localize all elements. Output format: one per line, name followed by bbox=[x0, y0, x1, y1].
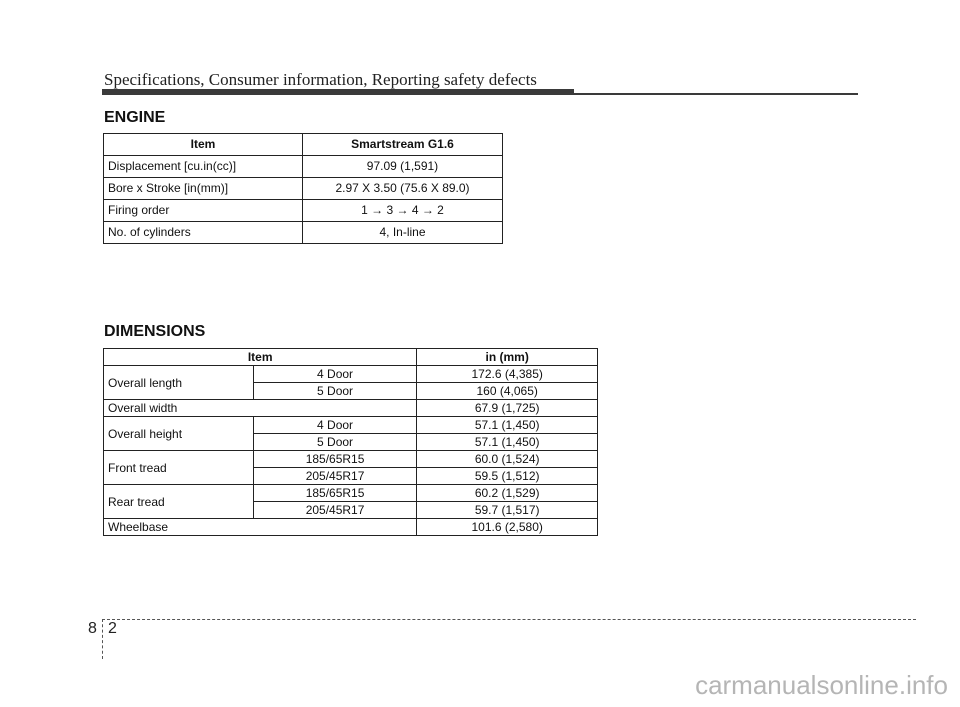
watermark-text: carmanualsonline.info bbox=[695, 670, 948, 700]
row-variant: 4 Door bbox=[253, 417, 417, 434]
row-value: 4, In-line bbox=[303, 222, 503, 244]
row-label: Front tread bbox=[104, 451, 254, 485]
row-variant: 205/45R17 bbox=[253, 468, 417, 485]
row-value: 59.5 (1,512) bbox=[417, 468, 598, 485]
row-value: 160 (4,065) bbox=[417, 383, 598, 400]
row-value: 59.7 (1,517) bbox=[417, 502, 598, 519]
table-row bbox=[104, 222, 503, 244]
table-row bbox=[104, 200, 503, 222]
column-header: in (mm) bbox=[417, 349, 598, 366]
row-value: 97.09 (1,591) bbox=[303, 156, 503, 178]
row-value: 60.0 (1,524) bbox=[417, 451, 598, 468]
row-label: Bore x Stroke [in(mm)] bbox=[104, 178, 303, 200]
row-label: Displacement [cu.in(cc)] bbox=[104, 156, 303, 178]
page-number: 2 bbox=[108, 620, 117, 637]
table-row bbox=[104, 485, 598, 502]
row-variant: 185/65R15 bbox=[253, 485, 417, 502]
table-row bbox=[104, 366, 598, 383]
row-label: Wheelbase bbox=[104, 519, 417, 536]
row-value: 1 → 3 → 4 → 2 bbox=[303, 200, 503, 222]
row-variant: 205/45R17 bbox=[253, 502, 417, 519]
dimensions-spec-table bbox=[103, 348, 598, 536]
page-header-title: Specifications, Consumer information, Reporting safety defects bbox=[104, 70, 537, 89]
row-value: 2.97 X 3.50 (75.6 X 89.0) bbox=[303, 178, 503, 200]
table-row bbox=[104, 451, 598, 468]
engine-spec-table bbox=[103, 133, 503, 244]
row-variant: 5 Door bbox=[253, 434, 417, 451]
table-header-row bbox=[104, 134, 503, 156]
column-header: Smartstream G1.6 bbox=[303, 134, 503, 156]
table-header-row bbox=[104, 349, 598, 366]
row-label: Overall width bbox=[104, 400, 417, 417]
header-rule-thick bbox=[102, 89, 574, 95]
row-variant: 5 Door bbox=[253, 383, 417, 400]
row-variant: 4 Door bbox=[253, 366, 417, 383]
row-label: Overall length bbox=[104, 366, 254, 400]
table-row bbox=[104, 156, 503, 178]
table-row bbox=[104, 400, 598, 417]
table-row bbox=[104, 519, 598, 536]
engine-section-title: ENGINE bbox=[104, 109, 166, 126]
row-label: Overall height bbox=[104, 417, 254, 451]
header-rule-thin bbox=[574, 93, 858, 95]
table-row bbox=[104, 417, 598, 434]
dimensions-section-title: DIMENSIONS bbox=[104, 323, 206, 340]
row-label: Firing order bbox=[104, 200, 303, 222]
column-header: Item bbox=[104, 349, 417, 366]
row-variant: 185/65R15 bbox=[253, 451, 417, 468]
table-row bbox=[104, 178, 503, 200]
column-header: Item bbox=[104, 134, 303, 156]
page-section-number: 8 bbox=[88, 620, 97, 637]
row-label: Rear tread bbox=[104, 485, 254, 519]
row-value: 101.6 (2,580) bbox=[417, 519, 598, 536]
row-value: 67.9 (1,725) bbox=[417, 400, 598, 417]
row-label: No. of cylinders bbox=[104, 222, 303, 244]
row-value: 172.6 (4,385) bbox=[417, 366, 598, 383]
row-value: 57.1 (1,450) bbox=[417, 417, 598, 434]
row-value: 57.1 (1,450) bbox=[417, 434, 598, 451]
footer-vertical-divider bbox=[102, 619, 103, 659]
row-value: 60.2 (1,529) bbox=[417, 485, 598, 502]
footer-divider bbox=[102, 619, 916, 620]
